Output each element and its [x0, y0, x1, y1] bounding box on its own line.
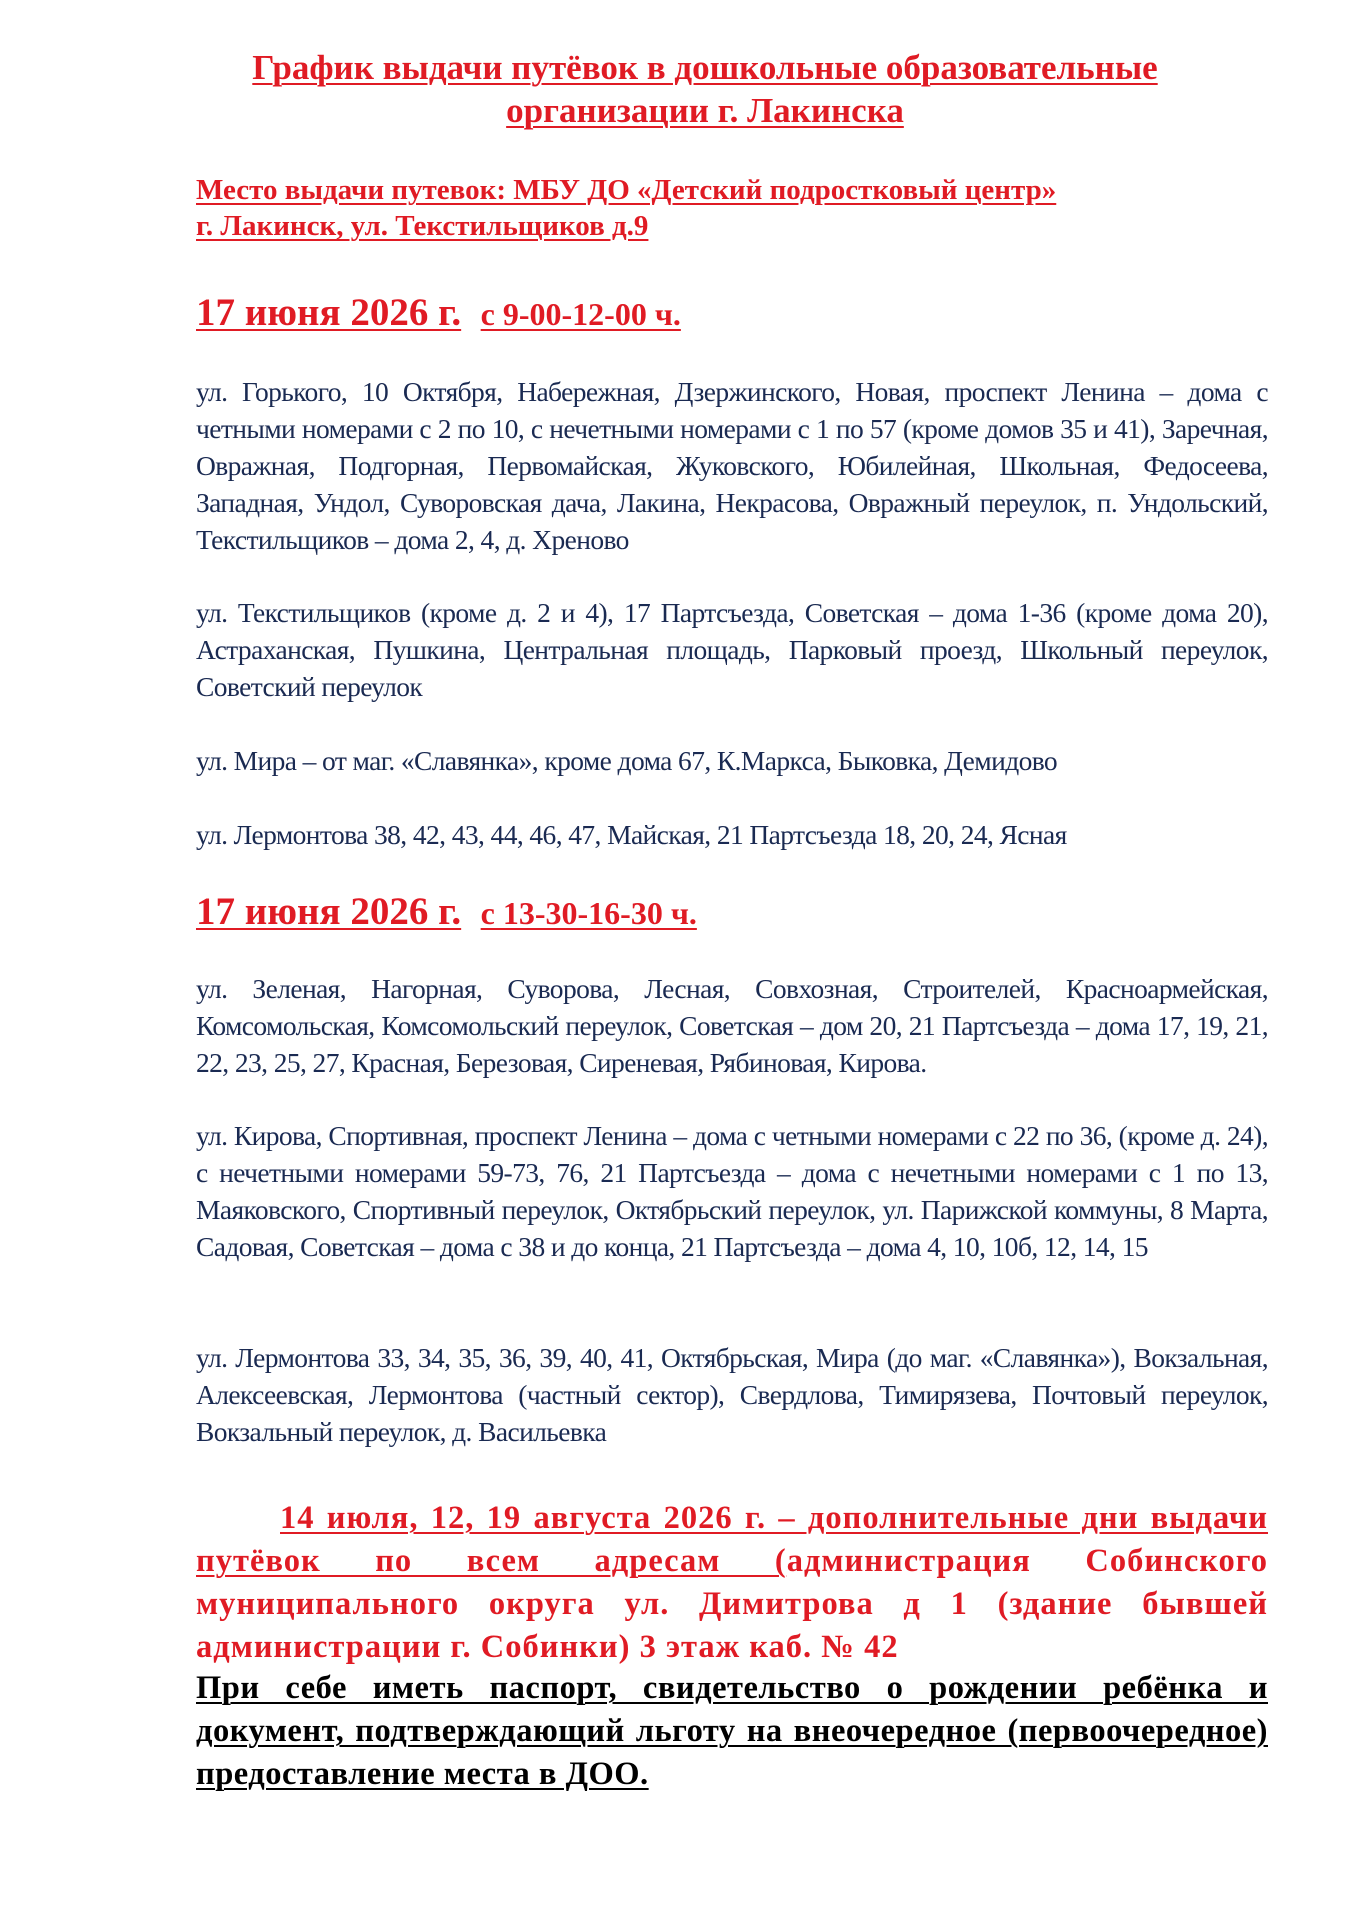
place-line-1: Место выдачи путевок: МБУ ДО «Детский подростковый центр» — [196, 174, 1057, 206]
session-1-time: с 9-00-12-00 ч. — [480, 296, 681, 332]
additional-days-notice — [196, 1497, 1268, 1669]
session-2-date: 17 июня 2026 г. — [196, 890, 462, 933]
session-1-heading — [196, 291, 681, 336]
session-2-heading — [196, 890, 697, 935]
additional-days-dates: 14 июля, 12, 19 августа 2026 г. – дополнительные дни выдачи путёвок по всем адресам ( — [196, 1500, 1268, 1579]
session-2-time: с 13-30-16-30 ч. — [480, 895, 697, 931]
session-2-addresses-1: ул. Зеленая, Нагорная, Суворова, Лесная, Совхозная, Строителей, Красноармейская, Комсомольская, Комсомольский переулок, Советская – дом 20, 21 Партсъезда – дома 17, 19, 21, 22, 23, 25, 27, Красная, Березовая, Сиреневая, Рябиновая, Кирова. — [196, 973, 1268, 1078]
document-title — [200, 46, 1210, 132]
title-line-1: График выдачи путёвок в дошкольные образовательные — [252, 48, 1158, 87]
title-line-2: организации г. Лакинска — [506, 91, 904, 130]
session-1-addresses-4: ул. Лермонтова 38, 42, 43, 44, 46, 47, Майская, 21 Партсъезда 18, 20, 24, Ясная — [196, 819, 1067, 850]
session-1-addresses-1: ул. Горького, 10 Октября, Набережная, Дзержинского, Новая, проспект Ленина – дома с четными номерами с 2 по 10, с нечетными номерами с 1 по 57 (кроме домов 35 и 41), Заречная, Овражная, Подгорная, Первомайская, Жуковского, Юбилейная, Школьная, Федосеева, Западная, Ундол, Суворовская дача, Лакина, Некрасова, Овражный переулок, п. Ундольский, Текстильщиков – дома 2, 4, д. Хреново — [196, 376, 1268, 555]
session-2-addresses-2: ул. Кирова, Спортивная, проспект Ленина – дома с четными номерами с 22 по 36, (кроме д. 24), с нечетными номерами 59-73, 76, 21 Партсъезда – дома с нечетными номерами с 1 по 13, Маяковского, Спортивный переулок, Октябрьский переулок, ул. Парижской коммуны, 8 Марта, Садовая, Советская – дома с 38 и до конца, 21 Партсъезда – дома 4, 10, 10б, 12, 14, 15 — [196, 1120, 1268, 1262]
session-1-addresses-2: ул. Текстильщиков (кроме д. 2 и 4), 17 Партсъезда, Советская – дома 1-36 (кроме дома 20), Астраханская, Пушкина, Центральная площадь, Парковый проезд, Школьный переулок, Советский переулок — [196, 597, 1268, 702]
required-documents-text: При себе иметь паспорт, свидетельство о рождении ребёнка и документ, подтверждающий льготу на внеочередное (первоочередное) предоставление места в ДОО. — [196, 1670, 1268, 1792]
additional-days-location: администрация Собинского муниципального округа ул. Димитрова д 1 (здание бывшей администрации г. Собинки) 3 этаж каб. № 42 — [196, 1543, 1268, 1665]
place-line-2: г. Лакинск, ул. Текстильщиков д.9 — [196, 210, 649, 242]
required-documents-note — [196, 1667, 1268, 1796]
session-1-date: 17 июня 2026 г. — [196, 291, 462, 334]
issue-place — [196, 172, 1196, 244]
session-1-addresses-3: ул. Мира – от маг. «Славянка», кроме дома 67, К.Маркса, Быковка, Демидово — [196, 745, 1058, 776]
session-2-addresses-3: ул. Лермонтова 33, 34, 35, 36, 39, 40, 41, Октябрьская, Мира (до маг. «Славянка»), Вокзальная, Алексеевская, Лермонтова (частный сектор), Свердлова, Тимирязева, Почтовый переулок, Вокзальный переулок, д. Васильевка — [196, 1342, 1268, 1447]
